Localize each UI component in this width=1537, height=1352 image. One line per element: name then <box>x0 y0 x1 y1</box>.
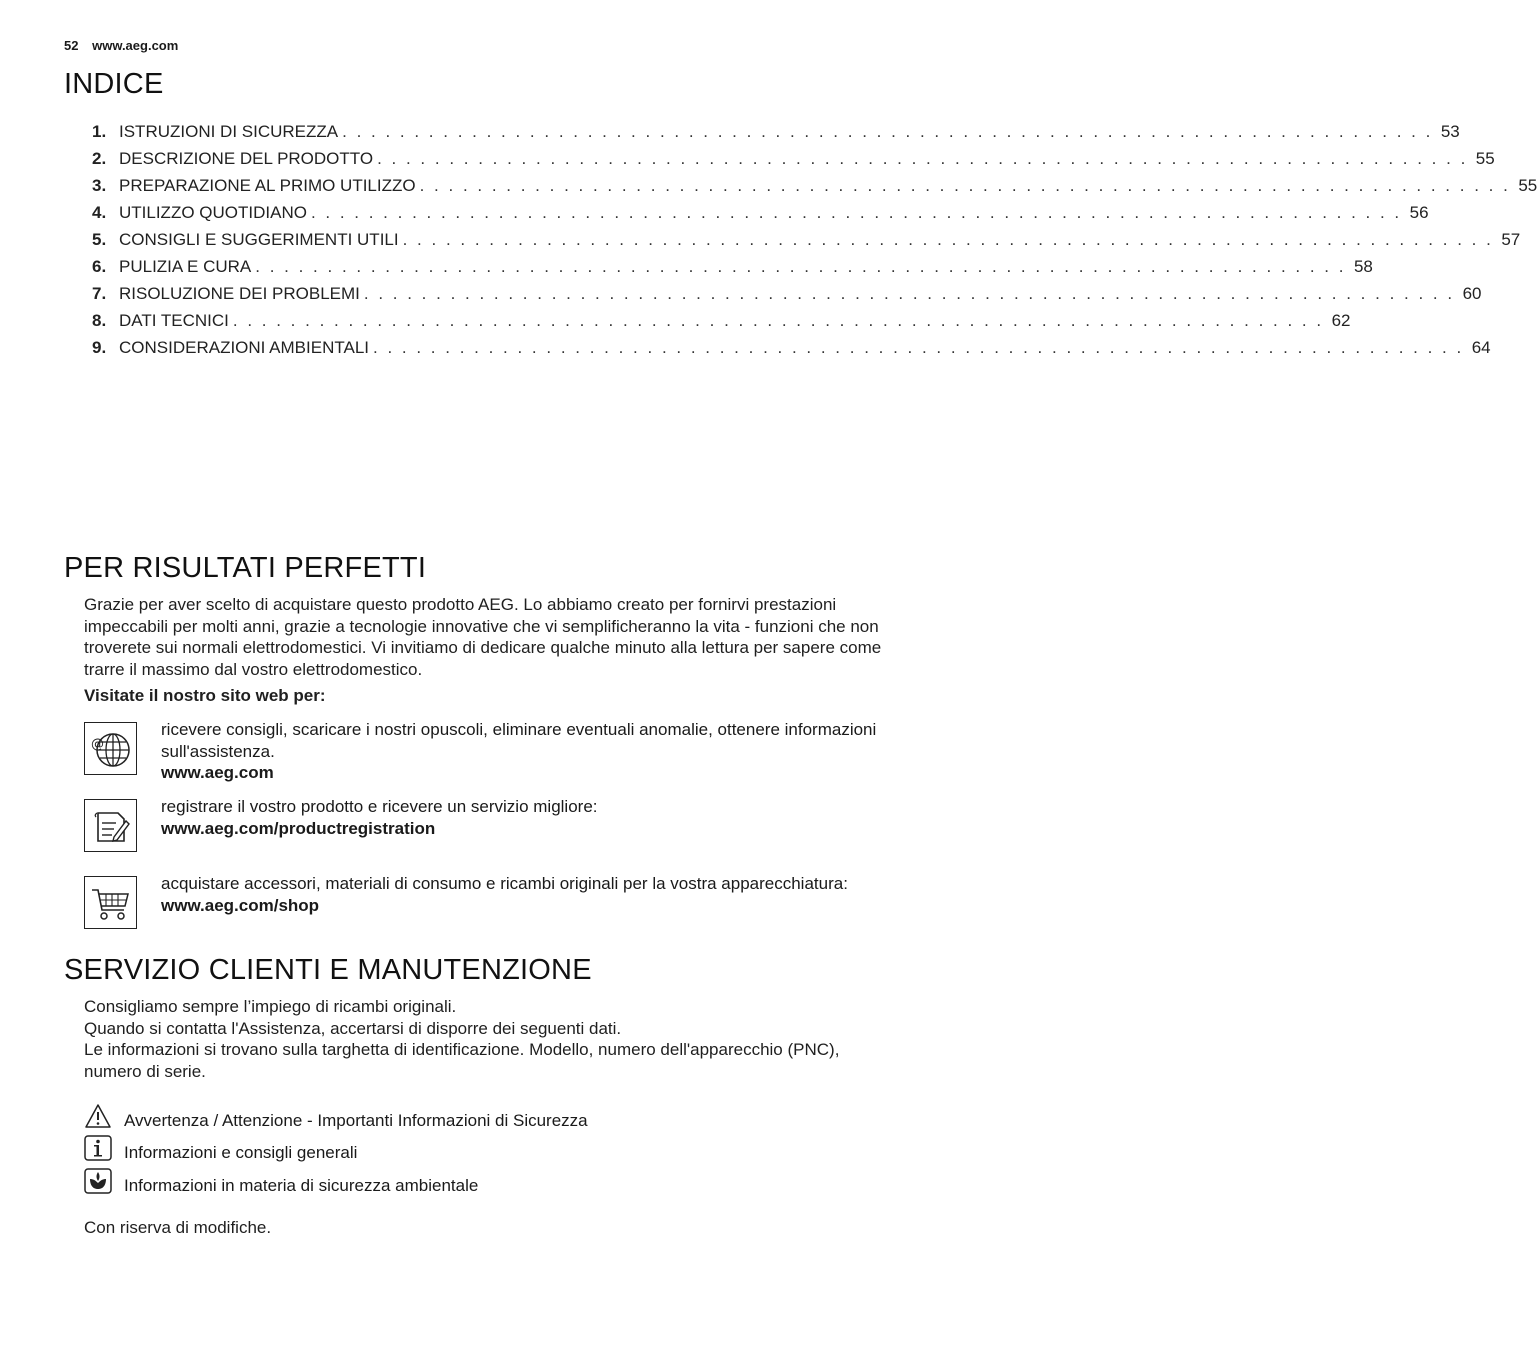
page-number: 52 <box>64 38 79 53</box>
toc-item[interactable] <box>92 122 1460 149</box>
warning-icon <box>84 1103 112 1129</box>
toc-leader-dots: . . . . . . . . . . . . . . . . . . . . . . . . . . . . . . . . . . . . . . . . . . . . . . . . . . . . . . . . . . . . . . . . . . . . . . . . . . . . <box>310 203 1402 222</box>
web-item-link[interactable]: www.aeg.com/productregistration <box>161 818 436 838</box>
toc-item[interactable] <box>92 257 1373 284</box>
toc-item-number: 8. <box>92 311 107 330</box>
toc-item-number: 3. <box>92 176 107 195</box>
toc-item-page: 55 <box>1518 176 1537 195</box>
toc-item-page: 53 <box>1440 122 1460 141</box>
toc-item-page: 57 <box>1501 230 1521 249</box>
page-header <box>64 38 178 53</box>
intro-paragraph: Grazie per aver scelto di acquistare questo prodotto AEG. Lo abbiamo creato per fornirvi prestazioni impeccabili per molti anni, grazie a tecnologie innovative che vi semplificheranno la vita - funzioni che non troverete sui normali elettrodomestici. Vi invitiamo di dedicare qualche minuto alla lettura per sapere come trarre il massimo dal vostro elettrodomestico. <box>84 595 882 679</box>
toc-item-title: UTILIZZO QUOTIDIANO <box>119 203 307 222</box>
web-item-text: registrare il vostro prodotto e ricevere un servizio migliore: <box>161 797 598 816</box>
toc-item[interactable] <box>92 284 1482 311</box>
environment-icon <box>84 1168 112 1194</box>
servizio-line: Le informazioni si trovano sulla targhetta di identificazione. Modello, numero dell'apparecchio (PNC), numero di serie. <box>84 1040 840 1081</box>
toc-item-number: 5. <box>92 230 107 249</box>
header-website: www.aeg.com <box>92 38 179 53</box>
toc-item-number: 1. <box>92 122 107 141</box>
toc-item[interactable] <box>92 338 1491 365</box>
servizio-line: Quando si contatta l'Assistenza, accertarsi di disporre dei seguenti dati. <box>84 1018 622 1038</box>
web-item-text: acquistare accessori, materiali di consumo e ricambi originali per la vostra apparecchiatura: <box>161 874 848 893</box>
toc-item-page: 64 <box>1471 338 1491 357</box>
web-item-text: ricevere consigli, scaricare i nostri opuscoli, eliminare eventuali anomalie, ottenere informazioni sull'assistenza. <box>161 720 877 761</box>
toc-leader-dots: . . . . . . . . . . . . . . . . . . . . . . . . . . . . . . . . . . . . . . . . . . . . . . . . . . . . . . . . . . . . . . . . . . . . . . . . . . . . <box>402 230 1494 249</box>
toc-item-title: CONSIGLI E SUGGERIMENTI UTILI <box>119 230 399 249</box>
web-item <box>161 796 881 839</box>
toc-item-page: 58 <box>1353 257 1373 276</box>
perfetti-heading: PER RISULTATI PERFETTI <box>64 552 427 584</box>
toc-item-title: CONSIDERAZIONI AMBIENTALI <box>119 338 370 357</box>
toc-leader-dots: . . . . . . . . . . . . . . . . . . . . . . . . . . . . . . . . . . . . . . . . . . . . . . . . . . . . . . . . . . . . . . . . . . . . . . . . . . . . <box>255 257 1346 276</box>
toc-item-number: 2. <box>92 149 107 168</box>
svg-text:@: @ <box>90 736 104 752</box>
toc-item[interactable] <box>92 149 1495 176</box>
toc-item-title: DATI TECNICI <box>119 311 229 330</box>
legend-text-info: Informazioni e consigli generali <box>124 1143 358 1162</box>
toc-leader-dots: . . . . . . . . . . . . . . . . . . . . . . . . . . . . . . . . . . . . . . . . . . . . . . . . . . . . . . . . . . . . . . . . . . . . . . . . . . . . <box>232 311 1324 330</box>
toc-item-title: ISTRUZIONI DI SICUREZZA <box>119 122 339 141</box>
globe-icon <box>84 722 137 775</box>
shopping-cart-icon <box>84 876 137 929</box>
web-item-link[interactable]: www.aeg.com <box>161 763 274 782</box>
toc-leader-dots: . . . . . . . . . . . . . . . . . . . . . . . . . . . . . . . . . . . . . . . . . . . . . . . . . . . . . . . . . . . . . . . . . . . . . . . . . . . . <box>373 338 1464 357</box>
toc-item-page: 55 <box>1475 149 1495 168</box>
toc-item-number: 7. <box>92 284 107 303</box>
toc-item-number: 6. <box>92 257 107 276</box>
web-item-link[interactable]: www.aeg.com/shop <box>161 895 320 915</box>
toc-item-title: PULIZIA E CURA <box>119 257 252 276</box>
web-item <box>161 873 881 916</box>
toc-item-title: PREPARAZIONE AL PRIMO UTILIZZO <box>119 176 416 195</box>
info-icon <box>84 1135 112 1161</box>
toc-leader-dots: . . . . . . . . . . . . . . . . . . . . . . . . . . . . . . . . . . . . . . . . . . . . . . . . . . . . . . . . . . . . . . . . . . . . . . . . . . . . <box>377 149 1468 168</box>
toc-item-number: 9. <box>92 338 107 357</box>
registration-icon <box>84 799 137 852</box>
toc-item-number: 4. <box>92 203 107 222</box>
toc-item-page: 56 <box>1409 203 1429 222</box>
toc-leader-dots: . . . . . . . . . . . . . . . . . . . . . . . . . . . . . . . . . . . . . . . . . . . . . . . . . . . . . . . . . . . . . . . . . . . . . . . . . . . . <box>419 176 1511 195</box>
toc-item-title: RISOLUZIONE DEI PROBLEMI <box>119 284 360 303</box>
toc-item-page: 62 <box>1331 311 1351 330</box>
toc-item[interactable] <box>92 203 1429 230</box>
legend-text-warning: Avvertenza / Attenzione - Importanti Informazioni di Sicurezza <box>124 1111 588 1130</box>
table-of-contents <box>92 122 1537 365</box>
toc-item[interactable] <box>92 176 1537 203</box>
web-item <box>161 719 881 784</box>
footer-note: Con riserva di modifiche. <box>84 1218 272 1237</box>
indice-heading: INDICE <box>64 68 164 100</box>
toc-leader-dots: . . . . . . . . . . . . . . . . . . . . . . . . . . . . . . . . . . . . . . . . . . . . . . . . . . . . . . . . . . . . . . . . . . . . . . . . . . . . <box>363 284 1455 303</box>
toc-leader-dots: . . . . . . . . . . . . . . . . . . . . . . . . . . . . . . . . . . . . . . . . . . . . . . . . . . . . . . . . . . . . . . . . . . . . . . . . . . . . <box>342 122 1433 141</box>
toc-item[interactable] <box>92 230 1521 257</box>
legend-text-environment: Informazioni in materia di sicurezza ambientale <box>124 1176 479 1195</box>
visit-label: Visitate il nostro sito web per: <box>84 686 326 705</box>
servizio-heading: SERVIZIO CLIENTI E MANUTENZIONE <box>64 954 592 986</box>
servizio-line: Consigliamo sempre l’impiego di ricambi originali. <box>84 997 457 1016</box>
toc-item[interactable] <box>92 311 1351 338</box>
servizio-paragraph <box>84 996 896 1082</box>
toc-item-title: DESCRIZIONE DEL PRODOTTO <box>119 149 374 168</box>
toc-item-page: 60 <box>1462 284 1482 303</box>
